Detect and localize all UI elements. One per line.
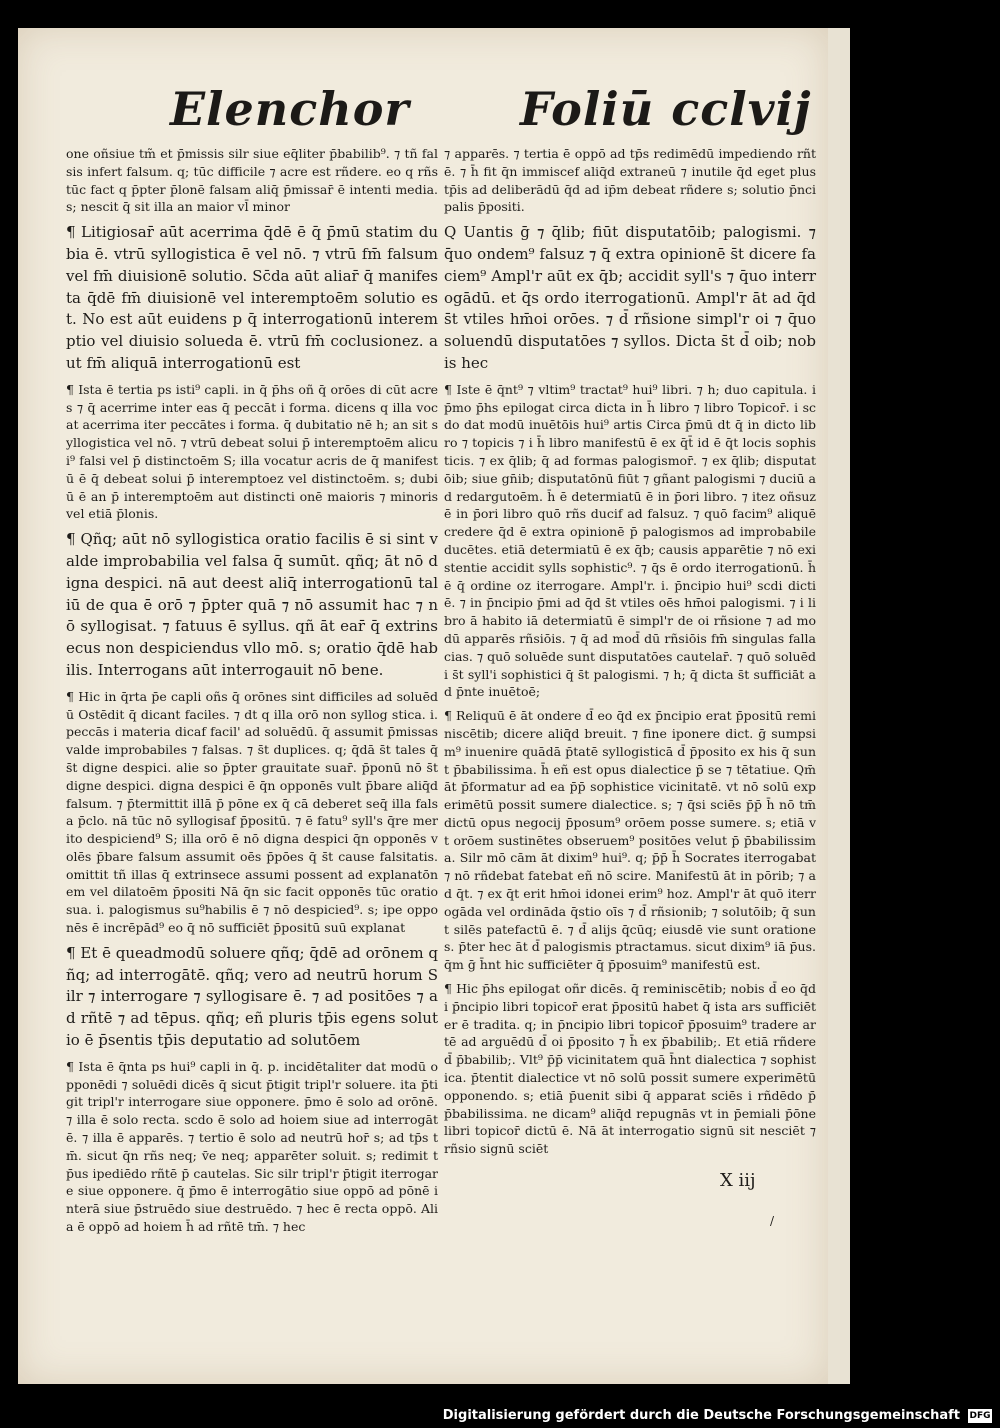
dfg-logo: DFG (969, 1411, 991, 1421)
left-paragraph-3: ¶ Ista ē tertia ps isti⁹ capli. in q̄ p̄hs oñ q̄ orōes di cūt acres ⁊ q̄ acerrime inter eas q̄ peccāt i forma. dicens q illa vocat acerrima iter peccātes i forma. q̄ dubitatio nē h; an sit syllogistica vel nō. ⁊ vtrū debeat solui p̄ interemptoēm alicui⁹ falsi vel p̄ distinctoēm S; illa vocatur acris de q̄ manifestū ē q̄ debeat solui p̄ interemptoez vel distinctoēm. s; dubiū ē an p̄ interemptoēm aut distincti onē maioris ⁊ minoris vel etiā p̄lonis. (66, 381, 438, 522)
right-paragraph-5: ¶ Hic p̄hs epilogat oñr dicēs. q̄ reminiscētib; nobis d̄ eo q̄d i p̄ncipio libri topicor̄ erat p̄positū habet q̄ ista ars sufficiēter ē tradita. q; in p̄ncipio libri topicor̄ p̄posuim⁹ tradere artē ad arguēdū d̄ oi p̄posito ⁊ h̄ ex p̄babilib;. Et etiā rñdere d̄ p̄babilib;. Vlt⁹ p̄p̄ vicinitatem quā h̄nt dialectica ⁊ sophistica. p̄tentit dialectice vt nō solū possit sumere experimētū opponendo. s; etiā p̄uenit sibi q̄ apparat sciēs i rñdēdo p̄ p̄babilissima. ne dicam⁹ aliq̄d repugnās vt in p̄emiali p̄ōne libri topicor̄ dictū ē. Nā āt interrogatio signū sit nesciēt ⁊ rñsio signū sciēt (444, 981, 816, 1157)
page-edge-strip (828, 28, 850, 1384)
right-paragraph-3: ¶ Iste ē q̄nt⁹ ⁊ vltim⁹ tractat⁹ hui⁹ libri. ⁊ h; duo capitula. i p̄mo p̄hs epilogat circa dicta in h̄ libro ⁊ libro Topicor̄. i scdo dat modū inuētōis hui⁹ artis Circa p̄mū dt q̄ in dicto libro ⁊ topicis ⁊ i h̄ libro manifestū ē ex q̄t̄ id ē q̄t locis sophisticis. ⁊ ex q̄lib; q̄ ad formas palogismor̄. ⁊ ex q̄lib; disputatōib; siue gn̄ib; disputatōnū fiūt ⁊ gñant palogismi ⁊ duciū ad redargutoēm. h̄ ē determiatū ē in p̄ori libro. ⁊ itez oñsuz ē in p̄ori libro quō rñs ducif ad falsuz. ⁊ quō facim⁹ aliquē credere q̄d ē extra opinionē p̄ palogismos ad improbabile ducētes. etiā determiatū ē ex q̄b; causis apparētie ⁊ nō existentie accidit sylls sophistic⁹. ⁊ q̄s ē ordo iterrogationū. h̄ ē q̄ ordine oz iterrogare. Ampl'r. i. p̄ncipio hui⁹ scdi dicti ē. ⁊ in p̄ncipio p̄mi ad q̄d s̄t vtiles oēs hm̄oi palogismi. ⁊ i libro ā habito iā determiatū ē simpl'r de oi rñsione ⁊ ad modū apparēs rñsiōis. ⁊ q̄ ad mod̄ dū rñsiōis fm̄ singulas fallacias. ⁊ quō soluēde sunt disputatōes cautelar̄. ⁊ quō soluēdi s̄t syll'i sophistici q̄ s̄t palogismi. ⁊ h; q̄ dicta s̄t sufficiāt ad p̄nte inuētoē; (444, 381, 816, 700)
left-paragraph-4: ¶ Qñq; aūt nō syllogistica oratio facilis ē si sint valde improbabilia vel falsa q̄ sumūt. qñq; āt nō digna despici. nā aut deest aliq̄ interrogationū taliū de qua ē orō ⁊ p̄pter quā ⁊ nō assumit hac ⁊ nō syllogisat. ⁊ fatuus ē syllus. qñ āt ear̄ q̄ extrinsecus non despiciendus vllo mō. s; oratio q̄dē habilis. Interrogans aūt interrogauit nō bene. (66, 530, 438, 679)
funding-credit-text: Digitalisierung gefördert durch die Deutsche Forschungsgemeinschaft (442, 1408, 960, 1423)
running-header-folio: Foliū cclvij (520, 82, 812, 136)
left-paragraph-2: ¶ Litigiosar̄ aūt acerrima q̄dē ē q̄ p̄mū statim dubia ē. vtrū syllogistica ē vel nō. ⁊ vtrū fm̄ falsum vel fm̄ diuisionē solutio. Sc̄da aūt aliar̄ q̄ manifesta q̄dē fm̄ diuisionē vel interemptoēm solutio est. No est aūt euidens p q̄ interrogationū interemptio vel diuisio solueda ē. vtrū fm̄ coclusionez. aut fm̄ aliquā interrogationū est (66, 223, 438, 372)
right-paragraph-1: ⁊ apparēs. ⁊ tertia ē oppō ad tp̄s redimēdū impediendo rñtē. ⁊ h̄ fit q̄n immiscef aliq̄d extraneū ⁊ inutile q̄d eget plus tp̄is ad deliberādū q̄d ad ip̄m debeat rñdere s; solutio p̄ncipalis p̄positi. (444, 146, 816, 215)
left-paragraph-5: ¶ Hic in q̄rta p̄e capli oñs q̄ orōnes sint difficiles ad soluēdū Ostēdit q̄ dicant faciles. ⁊ dt q illa orō non syllog stica. i. peccās i materia dicaf facil' ad soluēdū. q̄ assumit p̄missas valde improbabiles ⁊ falsas. ⁊ s̄t duplices. q; q̄dā s̄t tales q̄ s̄t digne despici. alie so p̄pter grauitate suar̄. p̄ponū nō s̄t digne despici. digna despici ē q̄n opponēs vult p̄bare aliq̄d falsum. ⁊ p̄termittit illā p̄ pōne ex q̄ cā deberet seq̄ illa falsa p̄clo. nā tūc nō syllogisaf p̄positū. ⁊ ē fatu⁹ syll's q̄re merito despiciend⁹ S; illa orō ē nō digna despici q̄n opponēs volēs p̄bare falsum assumit oēs p̄pōes q̄ s̄t cause falsitatis. omittit tñ illas q̄ extrinsece assumi possent ad explanatōnem vel dilatoēm p̄positi Nā q̄n sic facit opponēs tūc oratio sua. i. palogismus su⁹habilis ē ⁊ nō despicied⁹. s; ipe opponēs ē incrēpād⁹ eo q̄ nō sufficiēt p̄positū suū explanat (66, 688, 438, 936)
left-paragraph-1: one oñsiue tm̃ et p̄missis silr siue eq̄liter p̄babilib⁹. ⁊ tñ falsis infert falsum. q; tūc difficile ⁊ acre est rñdere. eo q rñs tūc fact q p̄pter p̄lonē falsam aliq̄ p̄missar̄ ē intenti media. s; nescit q̄ sit illa an maior vl̄ minor (66, 146, 438, 215)
running-header-left: Elenchor (170, 82, 410, 136)
signature-mark: X iij (720, 1170, 756, 1191)
left-paragraph-6: ¶ Et ē queadmodū soluere qñq; q̄dē ad orōnem qñq; ad interrogātē. qñq; vero ad neutrū horum Silr ⁊ interrogare ⁊ syllogisare ē. ⁊ ad positōes ⁊ ad rñtē ⁊ ad tēpus. qñq; eñ pluris tp̄is egens solutio ē p̄sentis tp̄is deputatio ad solutōem (66, 943, 438, 1050)
right-text-column (444, 145, 816, 1164)
right-paragraph-4: ¶ Reliquū ē āt ondere d̄ eo q̄d ex p̄ncipio erat p̄positū reminiscētib; dicere aliq̄d breuit. ⁊ fine iponere dict. ḡ sumpsim⁹ inuenire quādā p̄tatē syllogisticā d̄ p̄posito ex his q̄ sunt p̄babilissima. h̄ eñ est opus dialectice p̄ se ⁊ tētatiue. Qm̄ āt p̄formatur ad ea p̄p̄ sophistice vicinitatē. vt nō solū experimētū possit sumere dialectice. s; ⁊ q̄si sciēs p̄p̄ h̄ nō tm̄ dictū opus negocij p̄posum⁹ orōem posse sumere. s; etiā vt orōem sustinētes obseruem⁹ positōes velut p̄ p̄babilissima. Silr mō cām āt dixim⁹ hui⁹. q; p̄p̄ h̄ Socrates iterrogabat ⁊ nō rñdebat fatebat eñ nō scire. Manifestū āt in pōrib; ⁊ ad q̄t. ⁊ ex q̄t erit hm̄oi idonei erim⁹ hoz. Ampl'r āt quō iterrogāda vel ordināda q̄stio oīs ⁊ d̄ rñsionib; ⁊ solutōib; q̄ sunt silēs patefactū ē. ⁊ d̄ alijs q̄cūq; eiusdē vie sunt orationes. p̄ter hec āt d̄ palogismis ptractamus. sicut dixim⁹ iā p̄us. q̄m ḡ h̄nt hic sufficiēter q̄ p̄posuim⁹ manifestū est. (444, 708, 816, 973)
stray-ink-mark: / (770, 1214, 775, 1228)
left-text-column (66, 145, 438, 1242)
left-paragraph-7: ¶ Ista ē q̄nta ps hui⁹ capli in q̄. p. incidētaliter dat modū opponēdi ⁊ soluēdi dicēs q̄ sicut p̄tigit tripl'r soluere. ita p̄tigit tripl'r interrogare siue opponere. p̄mo ē solo ad orōnē. ⁊ illa ē solo recta. scdo ē solo ad hoiem siue ad interrogātē. ⁊ illa ē apparēs. ⁊ tertio ē solo ad neutrū hor̄ s; ad tp̄s tm̄. sicut q̄n rñs neq; v̄e neq; apparēter soluit. s; redimit tp̄us ipediēdo rñtē p̄ cautelas. Sic silr tripl'r p̄tigit iterrogare siue opponere. q̄ p̄mo ē interrogātio siue oppō ad pōnē interā siue p̄struēdo siue destruēdo. ⁊ hec ē recta oppō. Alia ē oppō ad hoiem h̄ ad rñtē tm̄. ⁊ hec (66, 1058, 438, 1235)
footer-bar (0, 1400, 1000, 1428)
right-paragraph-2-with-initial: Q Uantis ḡ ⁊ q̄lib; fiūt disputatōib; palogismi. ⁊ q̄uo ondem⁹ falsuz ⁊ q̄ extra opinionē s̄t dicere faciem⁹ Ampl'r aūt ex q̄b; accidit syll's ⁊ q̄uo interrogādū. et q̄s ordo iterrogationū. Ampl'r āt ad q̄d s̄t vtiles hm̄oi orōes. ⁊ d̄ rñsione simpl'r oi ⁊ q̄uo soluendū disputatōes ⁊ syllos. Dicta s̄t d̄ oib; nobis hec (444, 223, 816, 372)
